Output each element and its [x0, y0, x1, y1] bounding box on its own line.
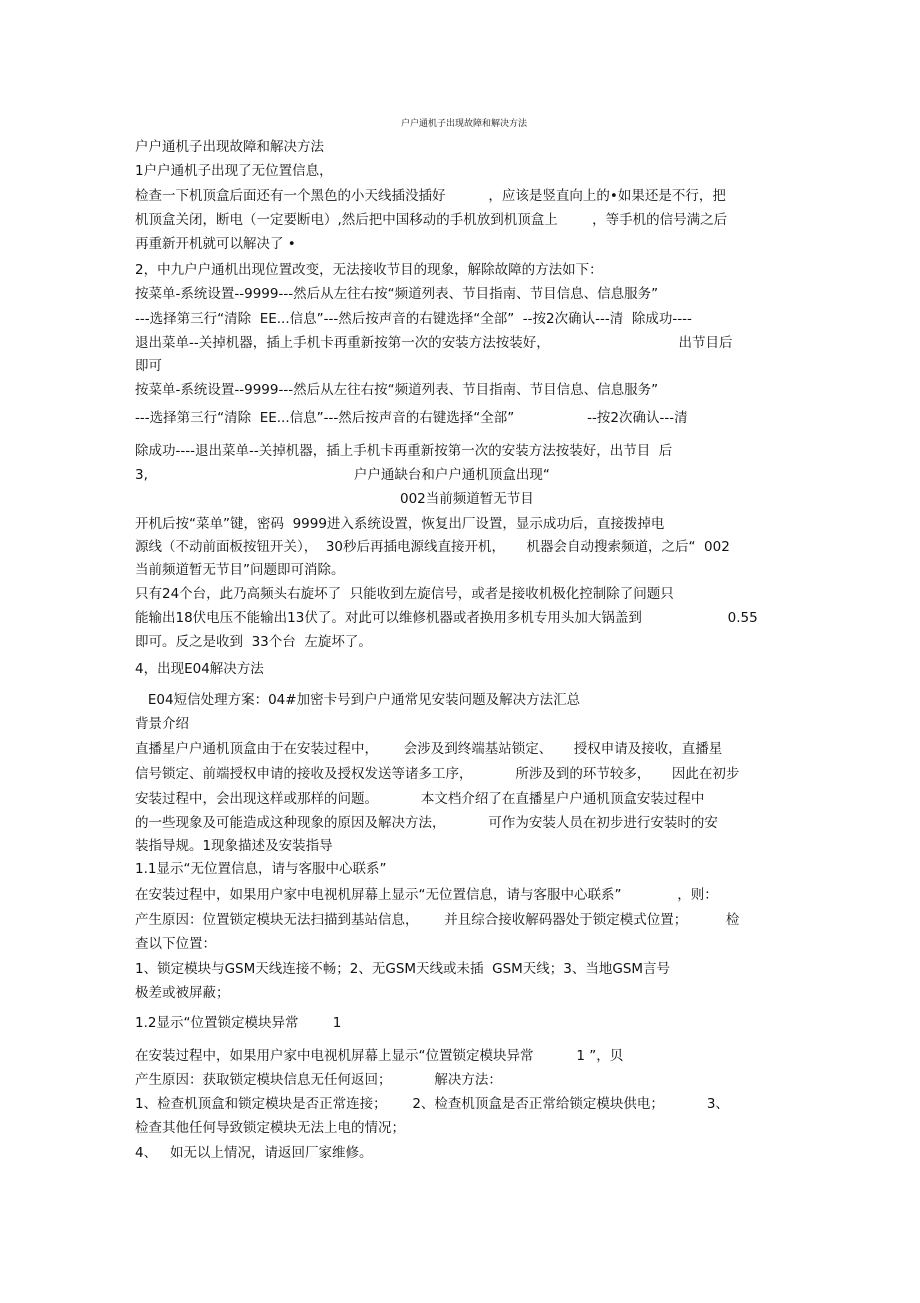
document-title: 户户通机子出现故障和解决方法: [400, 119, 527, 129]
text-line: 1、检查机顶盒和锁定模块是否正常连接； 2、检查机顶盒是否正常给锁定模块供电； 3、: [135, 1096, 729, 1112]
text-line: 信号锁定、前端授权申请的接收及授权发送等诸多工序， 所涉及到的环节较多， 因此在初步: [135, 766, 740, 782]
text-line: E04短信处理方案：04#加密卡号到户户通常见安装问题及解决方法汇总: [135, 692, 581, 708]
text-line: 在安装过程中，如果用户家中电视机屏幕上显示“位置锁定模块异常 1 ”，贝: [135, 1048, 624, 1064]
text-line: 3, 户户通缺台和户户通机顶盒出现“: [135, 467, 550, 483]
text-line: 再重新开机就可以解决了 •: [135, 236, 296, 252]
text-line: 4、 如无以上情况，请返回厂家维修。: [135, 1145, 373, 1161]
text-line: 产生原因：位置锁定模块无法扫描到基站信息， 并且综合接收解码器处于锁定模式位置； 检: [135, 912, 740, 928]
text-line: 按菜单-系统设置--9999---然后从左往右按“频道列表、节目指南、节目信息、信息服务”: [135, 286, 659, 302]
text-line: 检查一下机顶盒后面还有一个黑色的小天线插没插好 ，应该是竖直向上的•如果还是不行，把: [135, 188, 726, 204]
text-line: 的一些现象及可能造成这种现象的原因及解决方法， 可作为安装人员在初步进行安装时的安: [135, 815, 718, 831]
text-line: 背景介绍: [135, 716, 189, 732]
text-line: 1.1显示“无位置信息，请与客服中心联系”: [135, 861, 387, 877]
text-line: 户户通机子出现故障和解决方法: [135, 139, 324, 155]
text-line: 极差或被屏蔽；: [135, 985, 230, 1001]
text-line: 当前频道暂无节目”问题即可消除。: [135, 562, 345, 578]
text-line: 2，中九户户通机出现位置改变，无法接收节目的现象，解除故障的方法如下：: [135, 262, 603, 278]
text-line: 开机后按“菜单”键，密码 9999进入系统设置，恢复出厂设置，显示成功后，直接拨掉电: [135, 516, 665, 532]
text-line: 按菜单-系统设置--9999---然后从左往右按“频道列表、节目指南、节目信息、信息服务”: [135, 382, 659, 398]
text-line: 机顶盒关闭，断电（一定要断电）,然后把中国移动的手机放到机顶盒上 ，等手机的信号满之后: [135, 212, 728, 228]
text-line: 直播星户户通机顶盒由于在安装过程中， 会涉及到终端基站锁定、 授权申请及接收，直播星: [135, 741, 723, 757]
text-line: 4，出现E04解决方法: [135, 661, 264, 677]
text-line: 002当前频道暂无节目: [400, 491, 534, 507]
text-line: 1户户通机子出现了无位置信息，: [135, 163, 333, 179]
text-line: 1、锁定模块与GSM天线连接不畅；2、无GSM天线或未插 GSM天线；3、当地GSM言号: [135, 961, 671, 977]
text-line: 即可。反之是收到 33个台 左旋坏了。: [135, 634, 372, 650]
text-line: 产生原因：获取锁定模块信息无任何返回； 解决方法：: [135, 1072, 502, 1088]
text-line: 安装过程中，会出现这样或那样的问题。 本文档介绍了在直播星户户通机顶盒安装过程中: [135, 791, 705, 807]
text-line: 除成功----退出菜单--关掉机器，插上手机卡再重新按第一次的安装方法按装好，出节目 后: [135, 443, 673, 459]
text-line: ---选择第三行“清除 EE...信息”---然后按声音的右键选择“全部” --按2次确认---清 除成功----: [135, 311, 692, 327]
text-line: 查以下位置：: [135, 936, 216, 952]
text-line: 源线（不动前面板按钮开关）， 30秒后再插电源线直接开机， 机器会自动搜索频道，之后“ 002: [135, 539, 730, 555]
text-line: 即可: [135, 358, 162, 374]
text-line: 1.2显示“位置锁定模块异常 1: [135, 1015, 342, 1031]
text-line: 装指导规。1现象描述及安装指导: [135, 838, 333, 854]
text-line: 在安装过程中，如果用户家中电视机屏幕上显示“无位置信息，请与客服中心联系” ，则：: [135, 887, 718, 903]
text-line: 只有24个台，此乃高频头右旋坏了 只能收到左旋信号，或者是接收机极化控制除了问题只: [135, 586, 674, 602]
text-line: 能输出18伏电压不能输出13伏了。对此可以维修机器或者换用多机专用头加大锅盖到 0.55: [135, 610, 758, 626]
text-line: ---选择第三行“清除 EE...信息”---然后按声音的右键选择“全部” --按2次确认---清: [135, 410, 688, 426]
text-line: 退出菜单--关掉机器，插上手机卡再重新按第一次的安装方法按装好， 出节目后: [135, 335, 733, 351]
text-line: 检查其他任何导致锁定模块无法上电的情况；: [135, 1120, 405, 1136]
